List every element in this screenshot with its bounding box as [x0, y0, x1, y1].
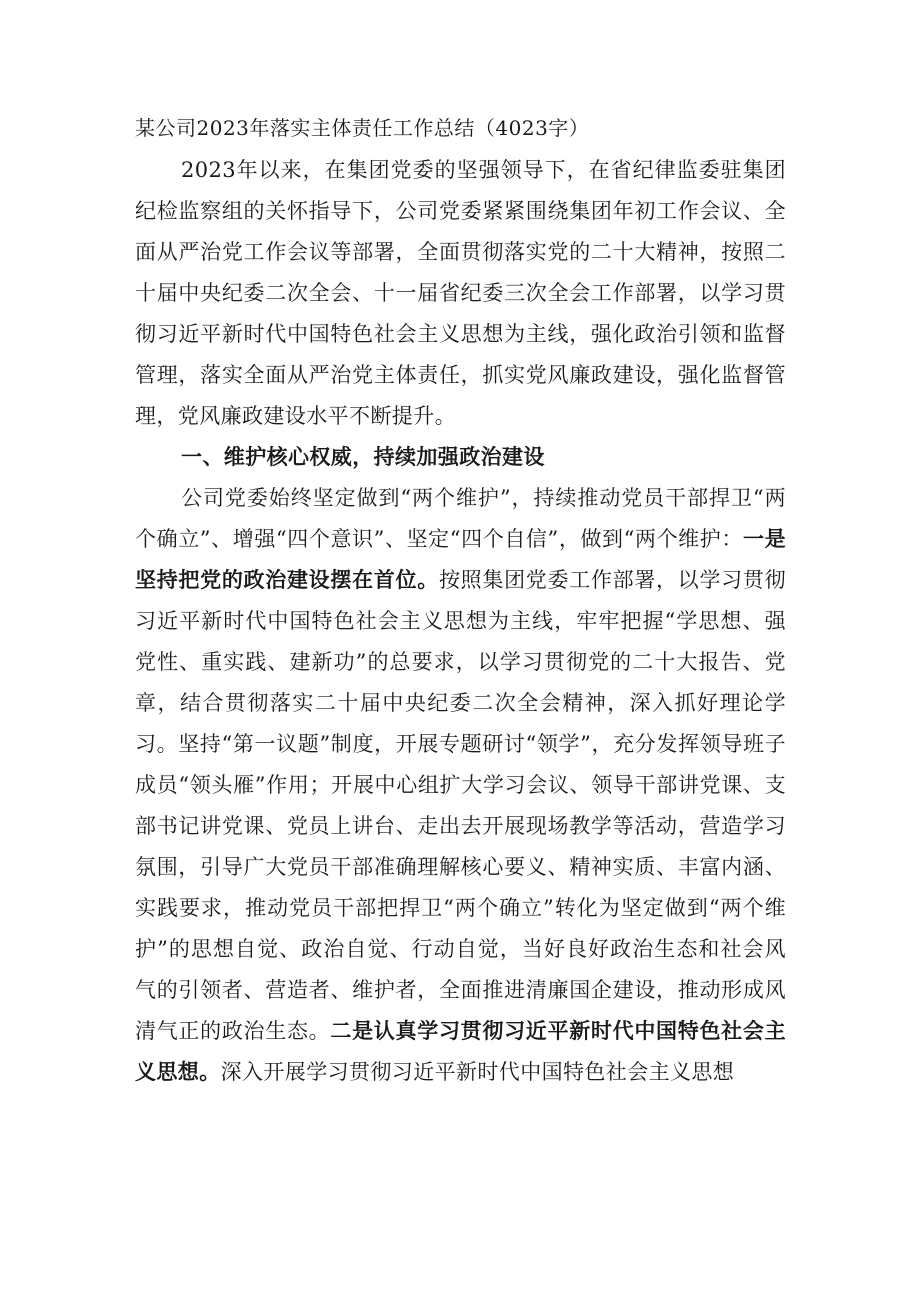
intro-paragraph: 2023年以来，在集团党委的坚强领导下，在省纪律监委驻集团纪检监察组的关怀指导下，公司党委紧紧围绕集团年初工作会议、全面从严治党工作会议等部署，全面贯彻落实党的二十大精神，按照二十届中央纪委二次全会、十一届省纪委三次全会工作部署，以学习贯彻习近平新时代中国特色社会主义思想为主线，强化政治引领和监督管理，落实全面从严治党主体责任，抓实党风廉政建设，强化监督管理，党风廉政建设水平不断提升。: [135, 158, 786, 428]
document-body: [135, 108, 786, 1093]
point-2-text: 深入开展学习贯彻习近平新时代中国特色社会主义思想: [220, 1060, 735, 1084]
point-1-title: 一是坚持把党的政治建设摆在首位。: [135, 527, 786, 592]
document-title: 某公司2023年落实主体责任工作总结（4023字）: [135, 116, 590, 140]
section-heading-1: 一、维护核心权威，持续加强政治建设: [181, 445, 545, 469]
section-1-lead: 公司党委始终坚定做到“两个维护”，持续推动党员干部捍卫“两个确立”、增强“四个意识”、坚定“四个自信”，做到“两个维护：: [135, 486, 786, 551]
section-1-paragraph: [135, 478, 786, 1093]
point-1-text: 按照集团党委工作部署，以学习贯彻习近平新时代中国特色社会主义思想为主线，牢牢把握“学思想、强党性、重实践、建新功”的总要求，以学习贯彻党的二十大报告、党章，结合贯彻落实二十届中央纪委二次全会精神，深入抓好理论学习。坚持“第一议题”制度，开展专题研讨“领学”，充分发挥领导班子成员“领头雁”作用；开展中心组扩大学习会议、领导干部讲党课、支部书记讲党课、党员上讲台、走出去开展现场教学等活动，营造学习氛围，引导广大党员干部准确理解核心要义、精神实质、丰富内涵、实践要求，推动党员干部把捍卫“两个确立”转化为坚定做到“两个维护”的思想自觉、政治自觉、行动自觉，当好良好政治生态和社会风气的引领者、营造者、维护者，全面推进清廉国企建设，推动形成风清气正的政治生态。: [135, 568, 786, 1043]
point-2-title: 二是认真学习贯彻习近平新时代中国特色社会主义思想。: [135, 1019, 786, 1084]
